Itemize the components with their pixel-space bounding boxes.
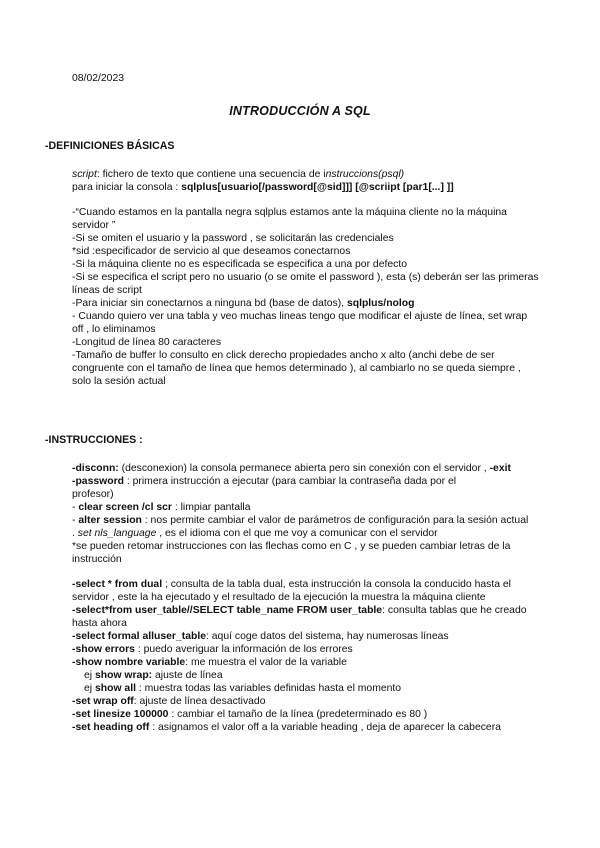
heading-instrucciones: -INSTRUCCIONES : (45, 434, 143, 446)
text: : cambiar el tamaño de la línea (predeterminado es 80 ) (168, 709, 428, 720)
line-nolog (72, 297, 558, 310)
text: -Para iniciar sin conectarnos a ninguna bd (base de datos), (72, 298, 347, 309)
text: ej (84, 670, 95, 681)
text: : nos permite cambiar el valor de parámetros de configuración para la sesión actual (141, 515, 529, 526)
line: -“Cuando estamos en la pantalla negra sqlplus estamos ante la máquina cliente no la máquina (72, 207, 507, 218)
command: show all (94, 683, 136, 694)
text: : asignamos el valor off a la variable heading , deja de aparecer la cabecera (149, 722, 501, 733)
line: servidor ” (72, 220, 116, 231)
line-nls (72, 527, 558, 540)
line: -Si se omiten el usuario y la password , se solicitarán las credenciales (72, 233, 394, 244)
text: : primera instrucción a ejecutar (para cambiar la contraseña dada por el (123, 476, 457, 487)
text: : puedo averiguar la información de los errores (134, 644, 353, 655)
text: - (72, 502, 79, 513)
line-select-formal (72, 630, 558, 643)
command: -set wrap off (72, 696, 134, 707)
line-script (72, 168, 558, 181)
line: - Cuando quiero ver una tabla y veo muchas lineas tengo que modificar el ajuste de línea, set wrap (72, 311, 528, 322)
text: : consulta tablas que he creado (382, 605, 527, 616)
command: -select*from user_table//SELECT table_name FROM user_table (72, 605, 383, 616)
text: : limpiar pantalla (171, 502, 251, 513)
term-instrucciones: nstruccions(psql) (325, 169, 405, 180)
line: solo la sesión actual (72, 376, 166, 387)
text: ej (84, 683, 95, 694)
command: -show nombre variable (72, 657, 186, 668)
line-alter (72, 514, 558, 527)
line: profesor) (72, 489, 114, 500)
definiciones-block (72, 168, 558, 388)
line-iniciar-consola (72, 181, 558, 194)
line-password (72, 475, 558, 488)
command: -select formal alluser_table (72, 631, 206, 642)
line: -Longitud de línea 80 caracteres (72, 337, 222, 348)
command: show wrap: (94, 670, 153, 681)
document-title: INTRODUCCIÓN A SQL (229, 104, 371, 118)
term-script: script (72, 169, 97, 180)
line: off , lo eliminamos (72, 324, 156, 335)
text: para iniciar la consola : (72, 182, 182, 193)
instrucciones-block (72, 462, 558, 734)
line: instrucción (72, 554, 122, 565)
command: -set heading off (72, 722, 150, 733)
text: : muestra todas las variables definidas hasta el momento (135, 683, 402, 694)
command: -password (72, 476, 124, 487)
command: -exit (489, 463, 511, 474)
text: : aquí coge datos del sistema, hay numerosas líneas (205, 631, 449, 642)
term: set nls_language (77, 528, 157, 539)
line-set-linesize (72, 708, 558, 721)
command: -set linesize 100000 (72, 709, 169, 720)
line-dual (72, 578, 558, 591)
line: -Si la máquina cliente no es especificada se especifica a una por defecto (72, 259, 408, 270)
spacer (72, 194, 558, 206)
command-nolog: sqlplus/nolog (346, 298, 415, 309)
text: - (72, 515, 79, 526)
line: servidor , este la ha ejecutado y el resultado de la ejecución la muestra la máquina cliente (72, 592, 486, 603)
text: , es el idioma con el que me voy a comunicar con el servidor (156, 528, 438, 539)
document-date: 08/02/2023 (72, 73, 125, 84)
line-clear (72, 501, 558, 514)
line-disconn (72, 462, 558, 475)
line-show-wrap (72, 669, 558, 682)
command: -disconn: (72, 463, 119, 474)
heading-definiciones: -DEFINICIONES BÁSICAS (45, 140, 175, 152)
line: líneas de script (72, 285, 142, 296)
text: : ajuste de línea desactivado (133, 696, 266, 707)
text: ; consulta de la tabla dual, esta instrucción la consola la conducido hasta el (162, 579, 511, 590)
line-user-table (72, 604, 558, 617)
command: -show errors (72, 644, 135, 655)
line-show-variable (72, 656, 558, 669)
text: (desconexion) la consola permanece abierta pero sin conexión con el servidor , (118, 463, 490, 474)
text: : fichero de texto que contiene una secuencia de i (96, 169, 326, 180)
command: clear screen /cl scr (78, 502, 172, 513)
line-set-wrap-off (72, 695, 558, 708)
text: : me muestra el valor de la variable (185, 657, 347, 668)
line: congruente con el tamaño de línea que hemos determinado ), al cambiarlo no se queda siempre , (72, 363, 521, 374)
command: -select * from dual (72, 579, 163, 590)
line-show-all (72, 682, 558, 695)
spacer (72, 566, 558, 578)
line-set-heading (72, 721, 558, 734)
line: -Si se especifica el script pero no usuario (o se omite el password ), esta (s) deberán ser las primeras (72, 272, 539, 283)
command: alter session (78, 515, 142, 526)
line: *sid :especificador de servicio al que deseamos conectarnos (72, 246, 351, 257)
line: -Tamaño de buffer lo consulto en click derecho propiedades ancho x alto (anchi debe de ser (72, 350, 495, 361)
line: hasta ahora (72, 618, 127, 629)
text: ajuste de línea (152, 670, 223, 681)
command-sqlplus: sqlplus[usuario[/password[@sid]]] [@scriipt [par1[...] ]] (181, 182, 454, 193)
line-show-errors (72, 643, 558, 656)
text: . (72, 528, 78, 539)
line: *se pueden retomar instrucciones con las flechas como en C , y se pueden cambiar letras de la (72, 541, 511, 552)
